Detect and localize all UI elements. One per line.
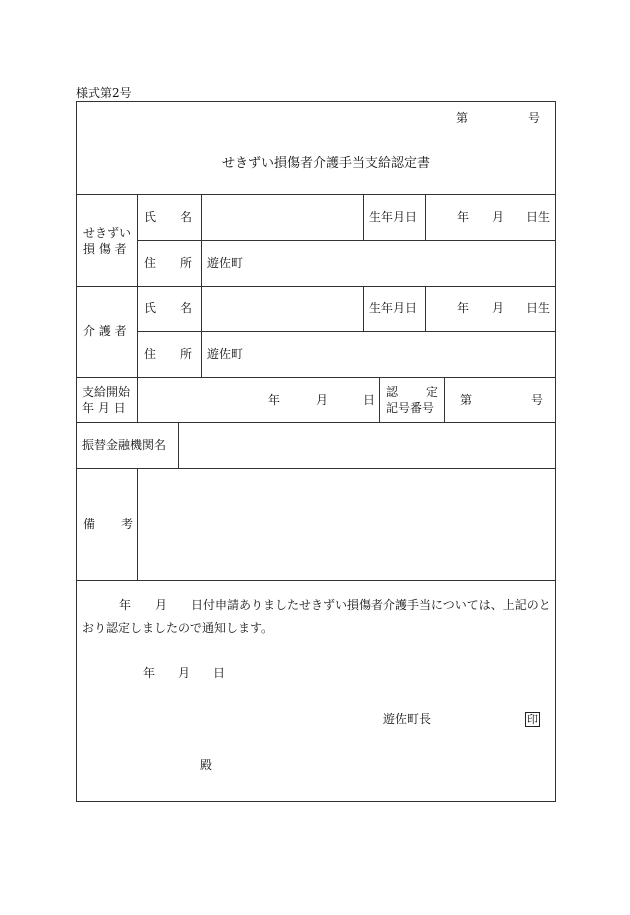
date-month: 月: [178, 666, 191, 680]
injured-birth-month: 月: [492, 210, 505, 224]
cert-dai: 第: [460, 393, 473, 407]
vline-cert-label-right: [444, 377, 445, 422]
date-year: 年: [143, 666, 156, 680]
caregiver-address-label: 住 所: [144, 347, 193, 361]
remarks-label-b: 考: [121, 517, 134, 531]
injured-address-value: 遊佐町: [207, 256, 244, 270]
caregiver-birth-year: 年: [457, 301, 470, 315]
notice-month: 月: [155, 598, 168, 612]
divider-caregiver-bottom: [76, 377, 556, 378]
caregiver-birth-label: 生年月日: [369, 301, 418, 315]
cert-label-a: 認: [386, 385, 399, 399]
cert-label-b: 定: [426, 385, 439, 399]
mayor-title: 遊佐町長: [383, 712, 432, 726]
injured-name-label: 氏 名: [144, 210, 193, 224]
caregiver-section-label: 介 護 者: [83, 324, 127, 338]
vline-birth-label-right-2: [425, 286, 426, 331]
notice-year: 年: [119, 598, 132, 612]
divider-remarks-bottom: [76, 580, 556, 581]
injured-birth-day: 日生: [526, 210, 551, 224]
payment-start-label-2: 年 月 日: [82, 401, 126, 415]
form-number: 様式第2号: [76, 86, 132, 100]
injured-birth-label: 生年月日: [369, 210, 418, 224]
bank-field[interactable]: [179, 423, 555, 467]
remarks-label-a: 備: [83, 517, 96, 531]
payment-month: 月: [316, 393, 329, 407]
vline-birth-label-right-1: [425, 194, 426, 240]
caregiver-name-field[interactable]: [202, 287, 362, 330]
cert-go: 号: [531, 393, 544, 407]
vline-section-label: [137, 194, 138, 377]
payment-year: 年: [268, 393, 281, 407]
remarks-field[interactable]: [138, 469, 555, 579]
vline-cert-label-left: [379, 377, 380, 422]
injured-name-field[interactable]: [202, 195, 362, 239]
injured-address-label: 住 所: [144, 256, 193, 270]
injured-section-label-1: せきずい: [83, 226, 132, 240]
vline-birth-label-left-2: [363, 286, 364, 331]
header-dai: 第: [456, 111, 469, 125]
caregiver-birth-day: 日生: [526, 301, 551, 315]
injured-section-label-2: 損 傷 者: [83, 242, 127, 256]
document-title: せきずい損傷者介護手当支給認定書: [222, 156, 431, 171]
injured-birth-year: 年: [457, 210, 470, 224]
bank-label: 振替金融機関名: [82, 438, 167, 452]
payment-day: 日: [363, 393, 376, 407]
divider-caregiver-mid: [137, 331, 556, 332]
caregiver-name-label: 氏 名: [144, 301, 193, 315]
notice-line2: おり認定しましたので通知します。: [82, 621, 274, 635]
vline-birth-label-left-1: [363, 194, 364, 240]
vline-payment-label: [137, 377, 138, 422]
seal-stamp: 印: [527, 713, 538, 726]
caregiver-address-value: 遊佐町: [207, 347, 244, 361]
cert-label-2: 記号番号: [386, 401, 435, 415]
divider-injured-mid: [137, 240, 556, 241]
date-day: 日: [213, 666, 226, 680]
header-go: 号: [528, 111, 541, 125]
payment-start-label-1: 支給開始: [82, 385, 131, 399]
notice-line1: 日付申請ありましたせきずい損傷者介護手当については、上記のと: [191, 598, 551, 612]
caregiver-birth-month: 月: [492, 301, 505, 315]
addressee-dono: 殿: [200, 758, 213, 772]
